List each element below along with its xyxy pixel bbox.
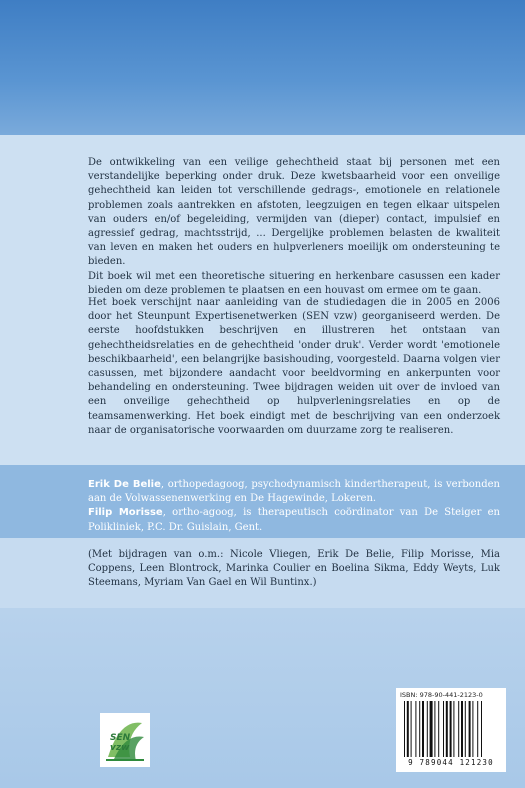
top-color-band: [0, 0, 525, 135]
barcode-number: 9 789044 121230: [408, 758, 494, 767]
author-bio-2: [88, 506, 500, 534]
barcode-icon: [402, 701, 500, 757]
author-bio-1: [88, 478, 500, 506]
blurb-paragraph-1: [88, 156, 500, 298]
blurb-paragraph-1-text: De ontwikkeling van een veilige gehechtheid staat bij personen met een verstandelijke beperking onder druk. Deze kwetsbaarheid voor een onveilige gehechtheid kan leiden tot verschillende gedrags-, emotionele en relationele problemen zoals aantrekken en afstoten, leegzuigen en tegen elkaar uitspelen van ouders en/of begeleiding, vermijden van (dieper) contact, impulsief en agressief gedrag, machtsstrijd, ... Dergelijke problemen belasten de kwaliteit van leven en maken het ouders en hulpverleners moeilijk om ondersteuning te bieden.: [88, 157, 500, 268]
author-name-2: Filip Morisse: [88, 507, 163, 519]
author-bios: [88, 478, 500, 535]
blurb-paragraph-2: Het boek verschijnt naar aanleiding van de studiedagen die in 2005 en 2006 door het Steunpunt Expertisenetwerken (SEN vzw) georganiseerd werden. De eerste hoofdstukken beschrijven en illustreren het ontstaan van gehechtheidsrelaties en de gehechtheid 'onder druk'. Verder wordt 'emotionele beschikbaarheid', een belangrijke basishouding, voorgesteld. Daarna volgen vier casussen, met bijzondere aandacht voor beeldvorming en ankerpunten voor behandeling en ondersteuning. Twee bijdragen weiden uit over de invloed van een onveilige gehechtheid op hulpverleningsrelaties en op de teamsamenwerking. Het boek eindigt met de beschrijving van een onderzoek naar de organisatorische voorwaarden om duurzame zorg te realiseren.: [88, 297, 500, 436]
isbn-label: ISBN: 978-90-441-2123-0: [400, 691, 483, 699]
logo-text: SEN vzw: [110, 733, 131, 753]
blurb-paragraph-1b-text: Dit boek wil met een theoretische situering en herkenbare casussen een kader bieden om deze problemen te plaatsen en een houvast om ermee om te gaan.: [88, 270, 500, 296]
author-description-2: , ortho-agoog, is therapeutisch coördinator van De Steiger en Polikliniek, P.C. Dr. Guislain, Gent.: [88, 507, 500, 533]
sen-vzw-logo: [100, 713, 150, 767]
isbn-barcode-box: [396, 688, 506, 772]
contributors-note: (Met bijdragen van o.m.: Nicole Vliegen, Erik De Belie, Filip Morisse, Mia Coppens, Leen Blontrock, Marinka Coulier en Boelina Sikma, Eddy Weyts, Luk Steemans, Myriam Van Gael en Wil Buntinx.): [88, 549, 500, 589]
author-name-1: Erik De Belie: [88, 479, 161, 490]
author-description-1: , orthopedagoog, psychodynamisch kindertherapeut, is verbonden aan de Volwassenenwerking en De Hagewinde, Lokeren.: [88, 479, 500, 505]
